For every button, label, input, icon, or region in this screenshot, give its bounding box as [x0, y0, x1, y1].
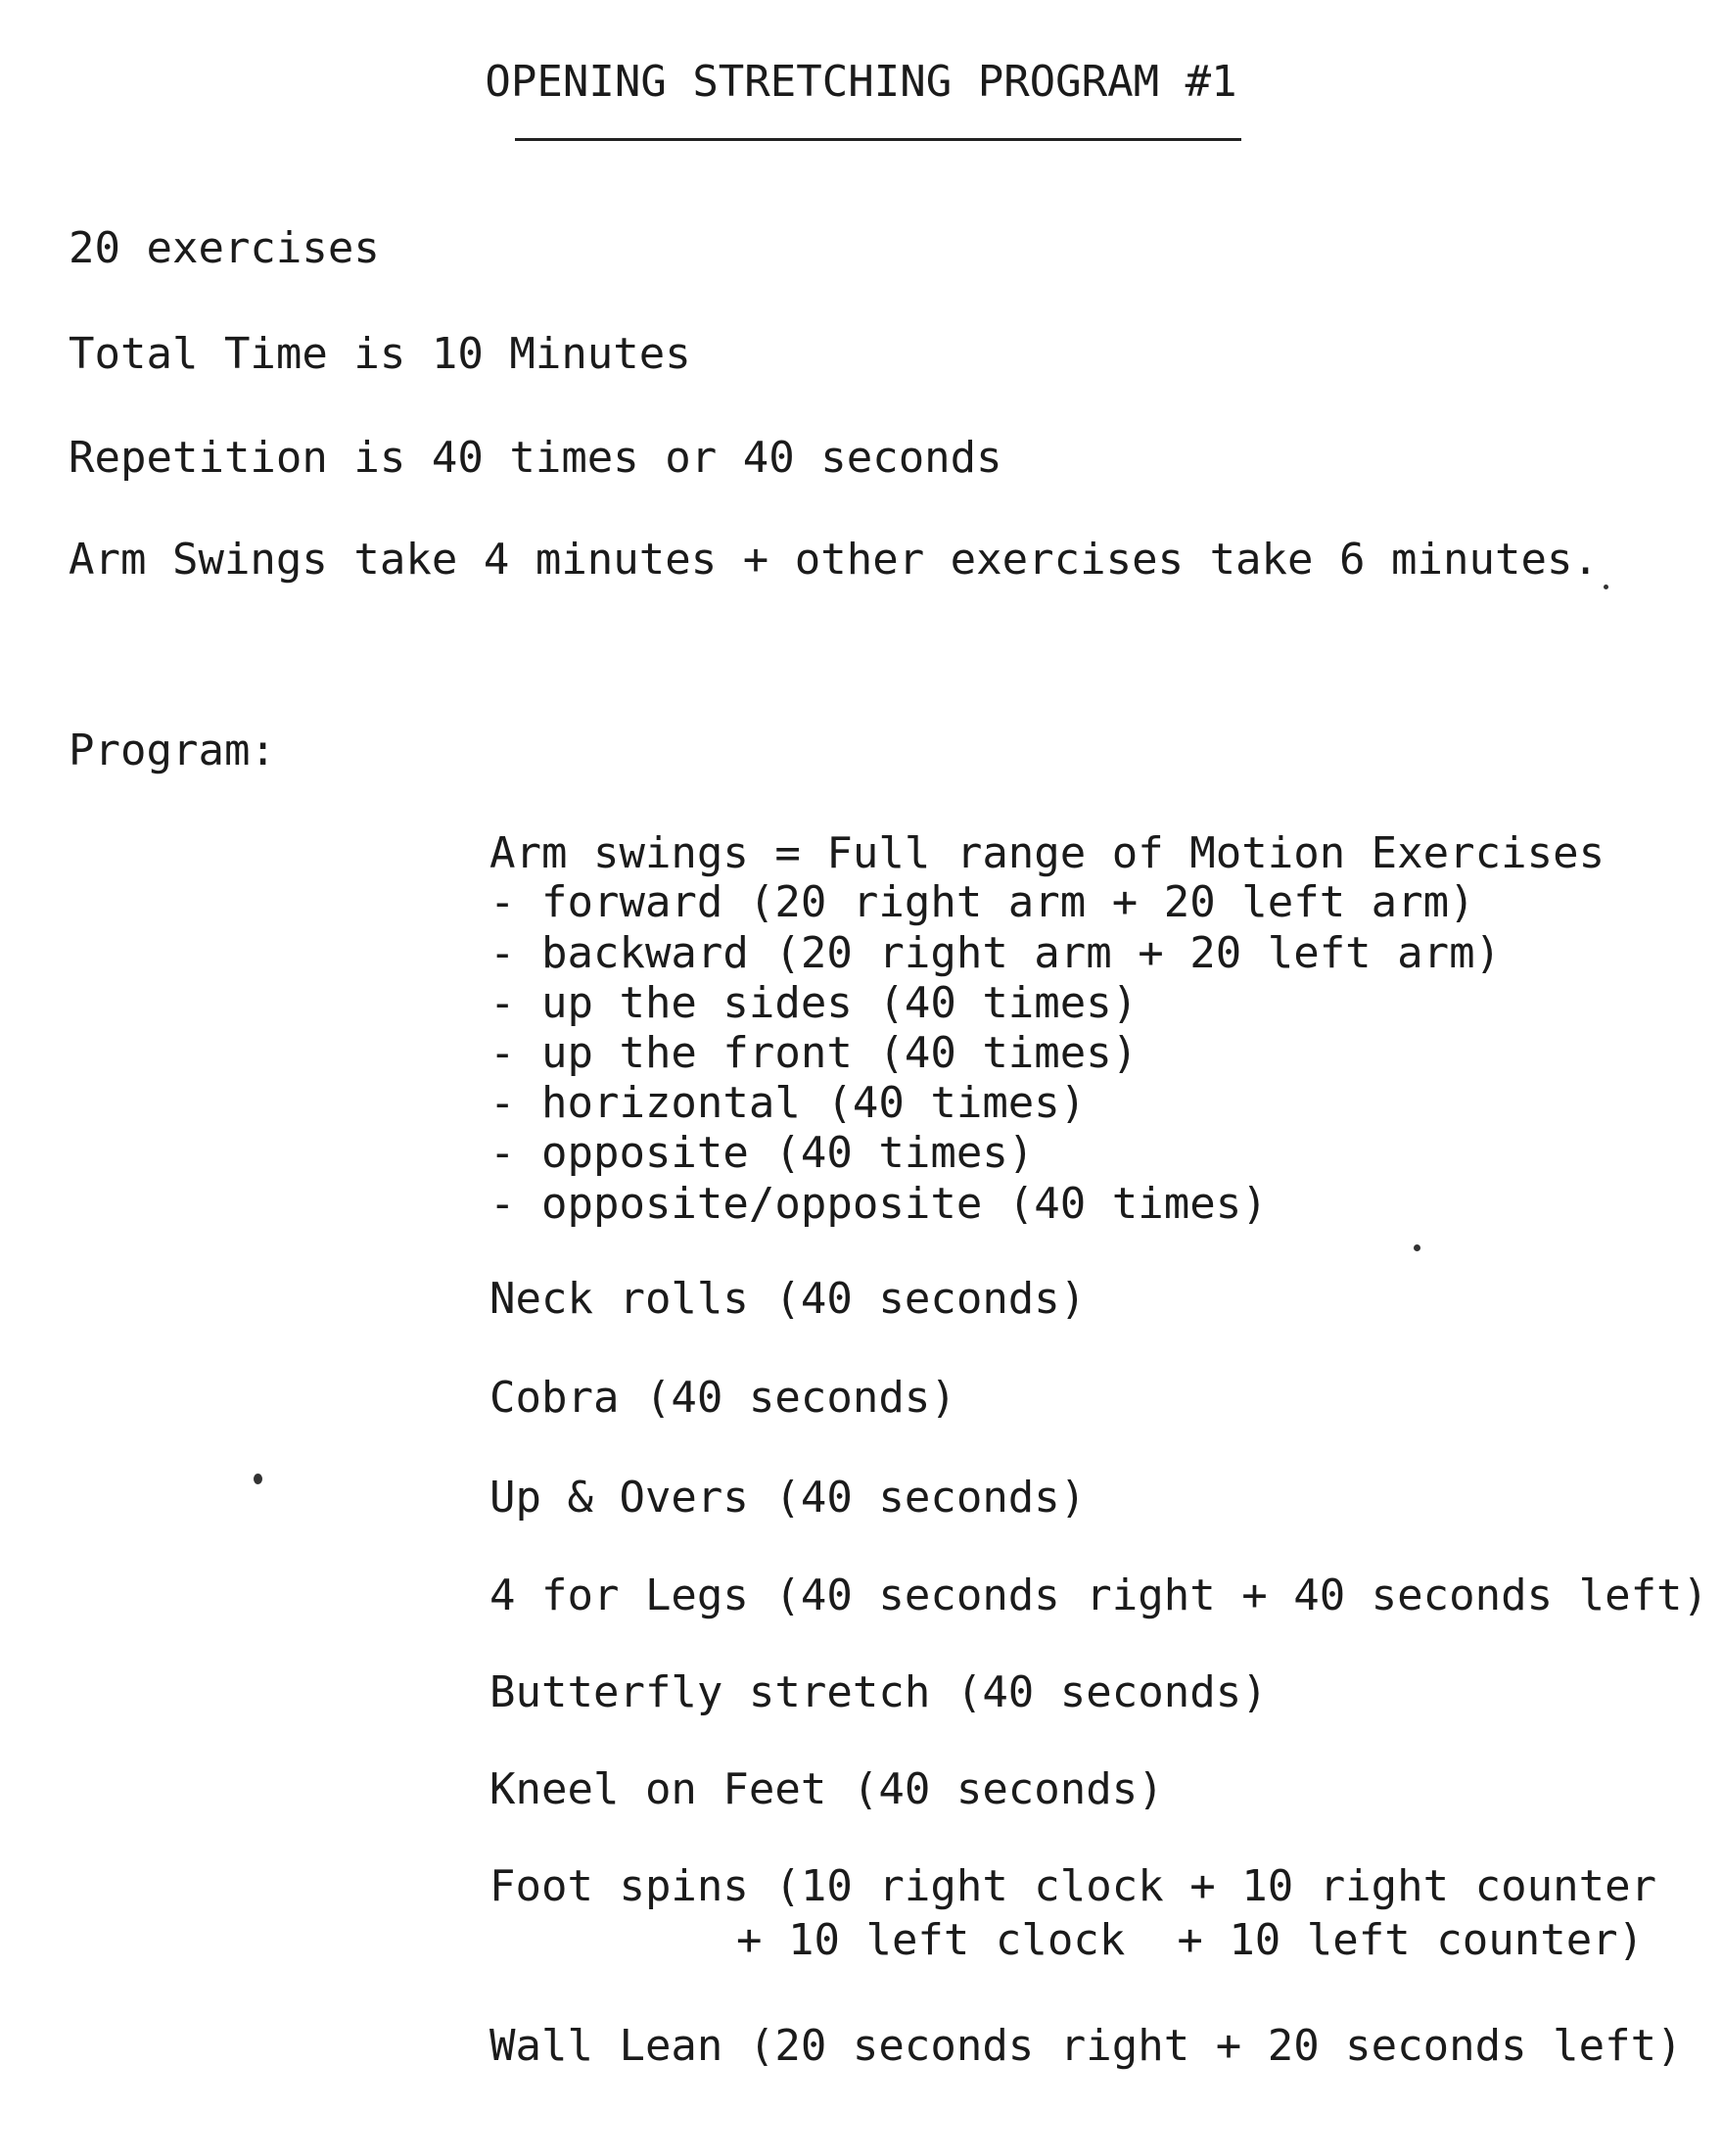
- exercise-wall-lean: Wall Lean (20 seconds right + 20 seconds left): [489, 2021, 1683, 2071]
- exercise-kneel-on-feet: Kneel on Feet (40 seconds): [489, 1764, 1164, 1814]
- exercise-foot-spins-continued: + 10 left clock + 10 left counter): [736, 1915, 1645, 1965]
- arm-swing-item: - forward (20 right arm + 20 left arm): [489, 877, 1475, 927]
- arm-swing-item: - up the front (40 times): [489, 1028, 1139, 1078]
- arm-swing-item: - opposite (40 times): [489, 1128, 1035, 1178]
- exercise-four-for-legs: 4 for Legs (40 seconds right + 40 seconds left): [489, 1570, 1709, 1620]
- program-label: Program:: [69, 726, 276, 775]
- page-title: OPENING STRETCHING PROGRAM #1: [485, 57, 1237, 107]
- intro-exercise-count: 20 exercises: [69, 223, 380, 273]
- ink-speck: [254, 1474, 262, 1484]
- arm-swing-item: - opposite/opposite (40 times): [489, 1179, 1268, 1229]
- intro-total-time: Total Time is 10 Minutes: [69, 329, 691, 379]
- exercise-neck-rolls: Neck rolls (40 seconds): [489, 1274, 1087, 1324]
- arm-swing-item: - backward (20 right arm + 20 left arm): [489, 928, 1502, 978]
- arm-swings-heading: Arm swings = Full range of Motion Exercises: [489, 828, 1606, 878]
- intro-repetition: Repetition is 40 times or 40 seconds: [69, 433, 1002, 483]
- exercise-cobra: Cobra (40 seconds): [489, 1373, 956, 1423]
- title-underline: [515, 138, 1241, 141]
- exercise-foot-spins: Foot spins (10 right clock + 10 right counter: [489, 1861, 1657, 1911]
- ink-speck: [1604, 585, 1608, 589]
- arm-swing-item: - up the sides (40 times): [489, 978, 1139, 1028]
- exercise-up-and-overs: Up & Overs (40 seconds): [489, 1473, 1087, 1523]
- ink-speck: [1414, 1244, 1420, 1251]
- intro-time-split: Arm Swings take 4 minutes + other exercises take 6 minutes.: [69, 535, 1599, 585]
- arm-swing-item: - horizontal (40 times): [489, 1078, 1087, 1128]
- exercise-butterfly-stretch: Butterfly stretch (40 seconds): [489, 1667, 1268, 1717]
